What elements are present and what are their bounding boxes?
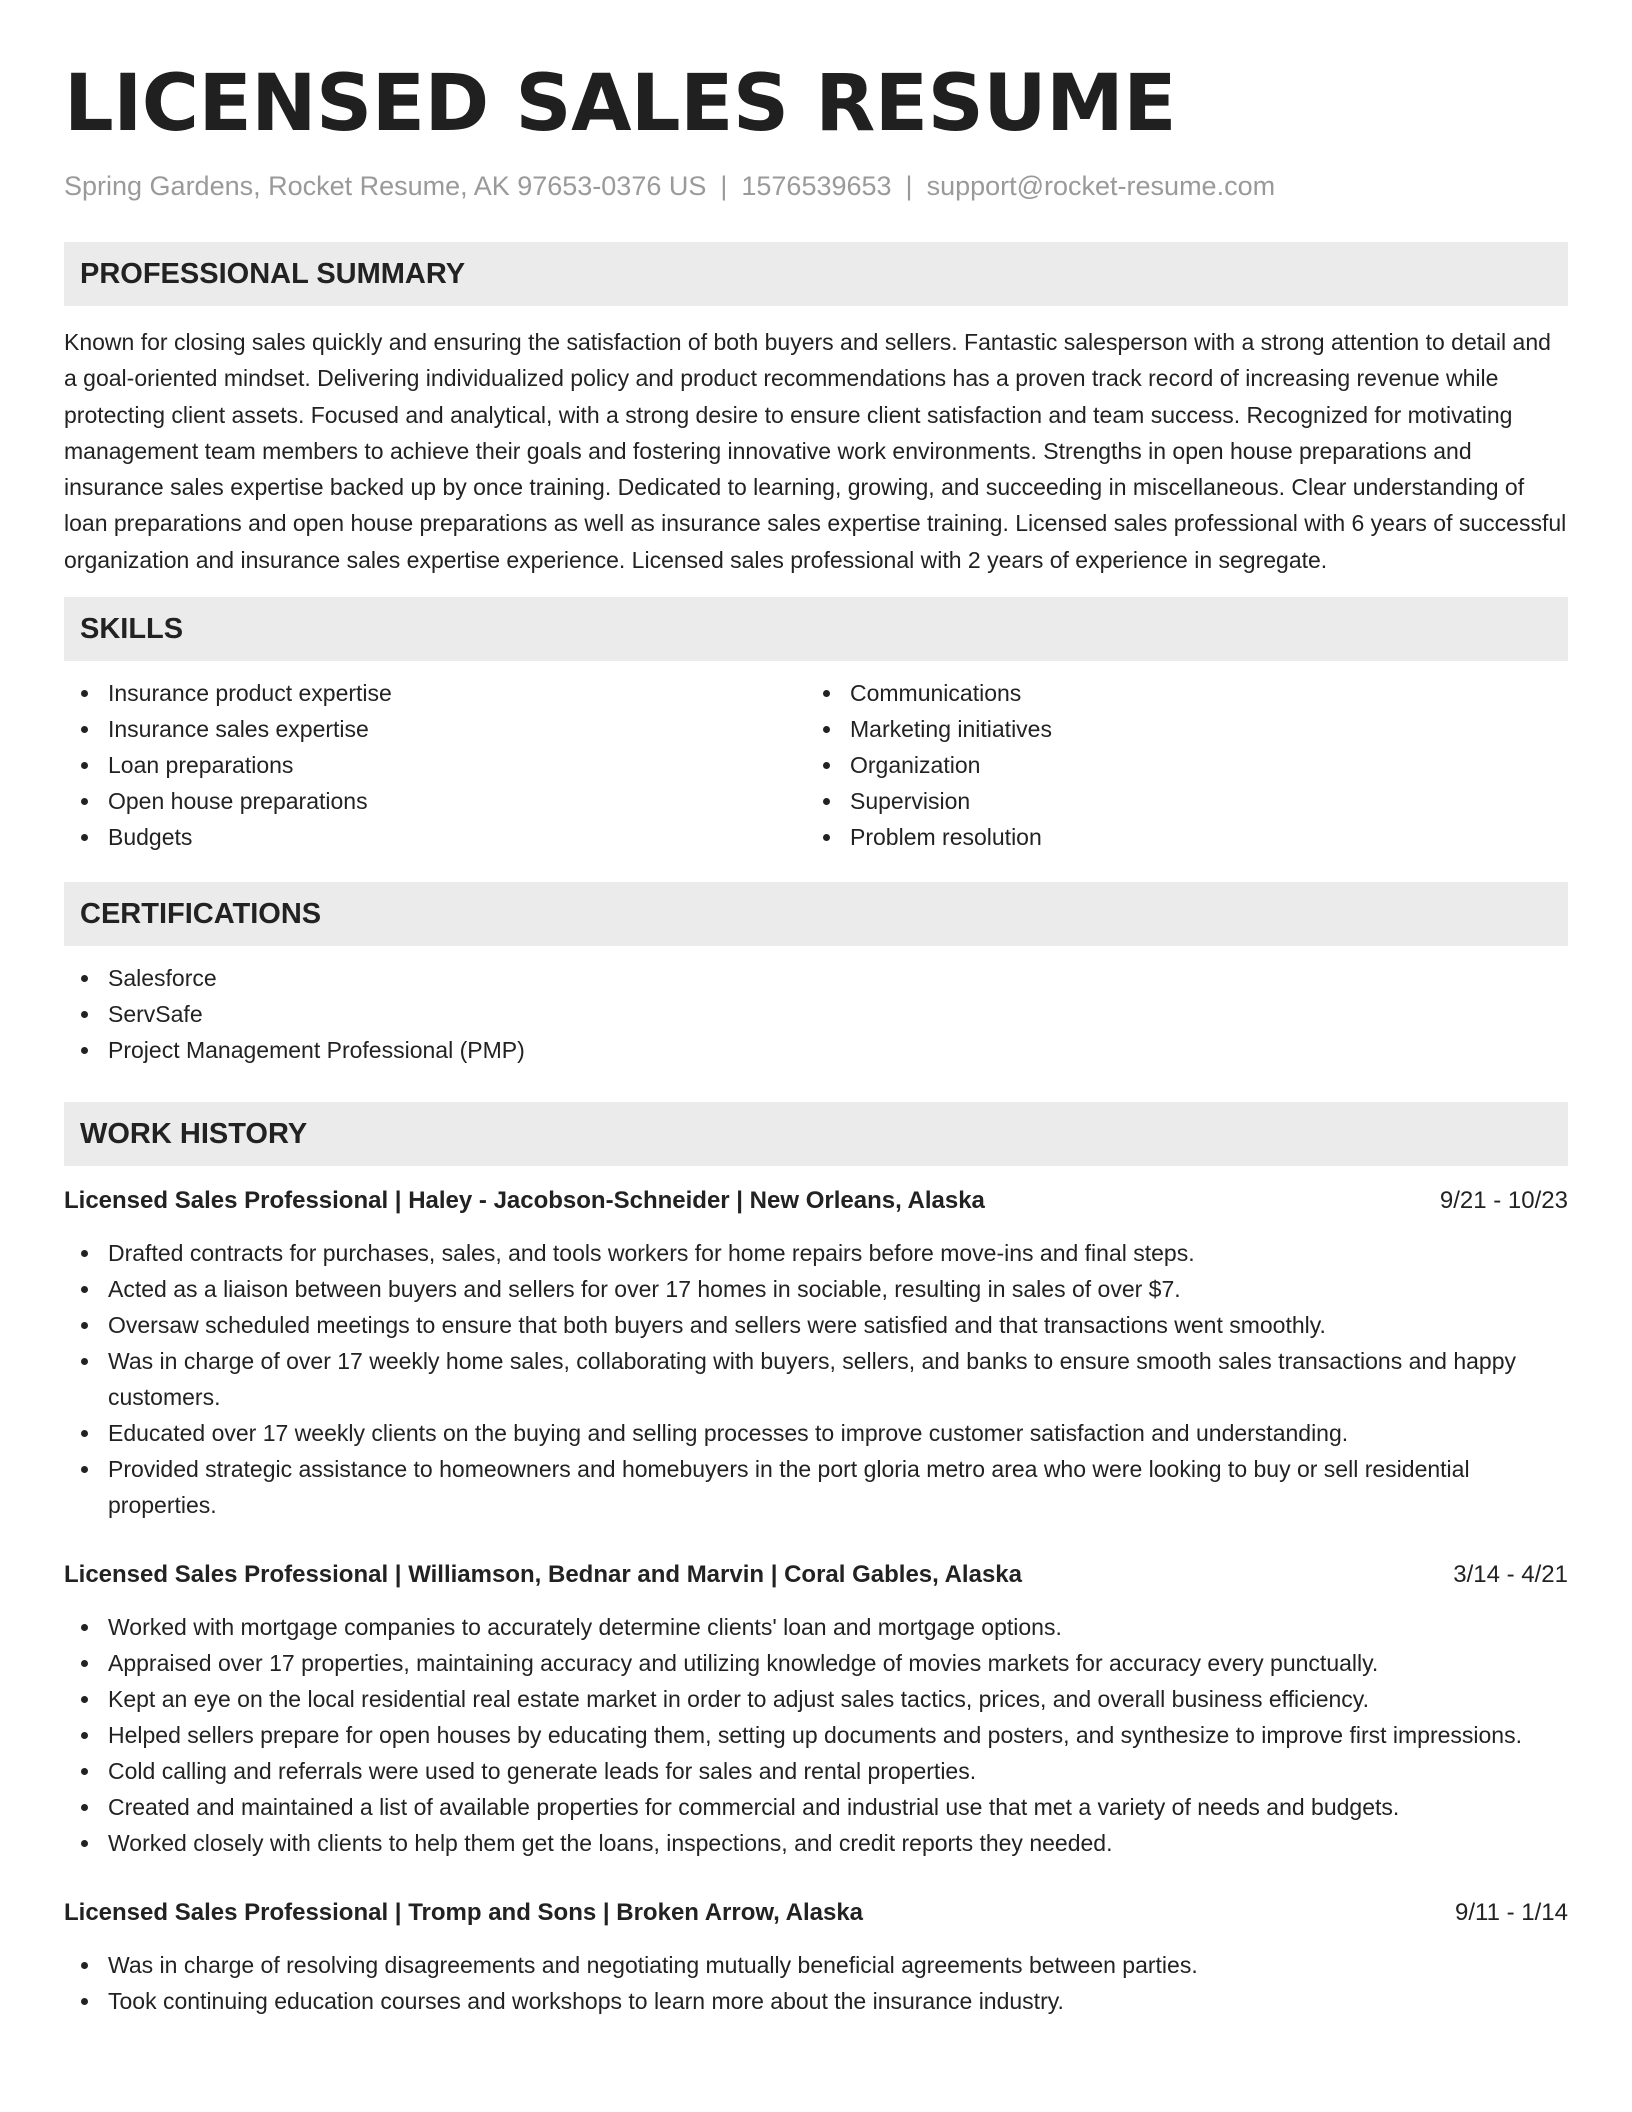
job-bullet: Was in charge of over 17 weekly home sales, collaborating with buyers, sellers, and banks to ensure smooth sales transactions and happy customers.: [64, 1343, 1568, 1415]
skills-list-right: [806, 675, 1548, 855]
job-bullet: Drafted contracts for purchases, sales, and tools workers for home repairs before move-ins and final steps.: [64, 1235, 1568, 1271]
skills-grid: [64, 675, 1568, 855]
skill-item: Open house preparations: [64, 783, 806, 819]
contact-separator: |: [905, 171, 913, 201]
certifications-list: [64, 960, 1568, 1068]
job-dates: 9/21 - 10/23: [1439, 1187, 1568, 1215]
skills-section-header: SKILLS: [64, 597, 1568, 661]
contact-separator: |: [720, 171, 728, 201]
job-dates: 3/14 - 4/21: [1453, 1561, 1568, 1589]
skill-item: Marketing initiatives: [806, 711, 1548, 747]
contact-phone: 1576539653: [741, 171, 892, 201]
skill-item: Insurance product expertise: [64, 675, 806, 711]
job-dates: 9/11 - 1/14: [1455, 1899, 1568, 1927]
job-bullet: Was in charge of resolving disagreements and negotiating mutually beneficial agreements between parties.: [64, 1947, 1568, 1983]
job-bullet: Acted as a liaison between buyers and sellers for over 17 homes in sociable, resulting in sales of over $7.: [64, 1271, 1568, 1307]
skill-item: Budgets: [64, 819, 806, 855]
job-header: [64, 1895, 1568, 1931]
skill-item: Insurance sales expertise: [64, 711, 806, 747]
certifications-section-header: CERTIFICATIONS: [64, 882, 1568, 946]
contact-address: Spring Gardens, Rocket Resume, AK 97653-0376 US: [64, 171, 707, 201]
resume-title: LICENSED SALES RESUME: [64, 59, 1177, 149]
skills-list-left: [64, 675, 806, 855]
job-bullet: Took continuing education courses and workshops to learn more about the insurance industry.: [64, 1983, 1568, 2019]
certification-item: Project Management Professional (PMP): [64, 1032, 1568, 1068]
job-header: [64, 1557, 1568, 1593]
skill-item: Problem resolution: [806, 819, 1548, 855]
certification-item: Salesforce: [64, 960, 1568, 996]
summary-text: Known for closing sales quickly and ensuring the satisfaction of both buyers and sellers. Fantastic salesperson with a strong attention to detail and a goal-oriented mindset. Delivering individualized policy and product recommendations has a proven track record of increasing revenue while protecting client assets. Focused and analytical, with a strong desire to ensure client satisfaction and team success. Recognized for motivating management team members to achieve their goals and fostering innovative work environments. Strengths in open house preparations and insurance sales expertise backed up by once training. Dedicated to learning, growing, and succeeding in miscellaneous. Clear understanding of loan preparations and open house preparations as well as insurance sales expertise training. Licensed sales professional with 6 years of successful organization and insurance sales expertise experience. Licensed sales professional with 2 years of experience in segregate.: [64, 329, 1567, 573]
skill-item: Loan preparations: [64, 747, 806, 783]
job-bullets: [64, 1235, 1568, 1523]
job-bullet: Worked closely with clients to help them get the loans, inspections, and credit reports they needed.: [64, 1825, 1568, 1861]
resume-page: [64, 56, 1568, 2019]
summary-section-header: PROFESSIONAL SUMMARY: [64, 242, 1568, 306]
work-history-section-header: WORK HISTORY: [64, 1102, 1568, 1166]
job-bullets: [64, 1609, 1568, 1861]
job-bullet: Oversaw scheduled meetings to ensure that both buyers and sellers were satisfied and that transactions went smoothly.: [64, 1307, 1568, 1343]
contact-email: support@rocket-resume.com: [926, 171, 1276, 201]
job-bullet: Educated over 17 weekly clients on the buying and selling processes to improve customer satisfaction and understanding.: [64, 1415, 1568, 1451]
contact-line: [64, 168, 1568, 204]
certification-item: ServSafe: [64, 996, 1568, 1032]
job-bullet: Cold calling and referrals were used to generate leads for sales and rental properties.: [64, 1753, 1568, 1789]
job-title: Licensed Sales Professional | Williamson, Bednar and Marvin | Coral Gables, Alaska: [64, 1561, 1022, 1589]
job-title: Licensed Sales Professional | Haley - Jacobson-Schneider | New Orleans, Alaska: [64, 1187, 985, 1215]
job-bullets: [64, 1947, 1568, 2019]
job-entry: [64, 1183, 1568, 1523]
job-entry: [64, 1895, 1568, 2019]
job-bullet: Helped sellers prepare for open houses by educating them, setting up documents and posters, and synthesize to improve first impressions.: [64, 1717, 1568, 1753]
skill-item: Communications: [806, 675, 1548, 711]
skill-item: Organization: [806, 747, 1548, 783]
job-bullet: Worked with mortgage companies to accurately determine clients' loan and mortgage options.: [64, 1609, 1568, 1645]
job-bullet: Appraised over 17 properties, maintaining accuracy and utilizing knowledge of movies markets for accuracy every punctually.: [64, 1645, 1568, 1681]
job-bullet: Kept an eye on the local residential real estate market in order to adjust sales tactics, prices, and overall business efficiency.: [64, 1681, 1568, 1717]
job-bullet: Provided strategic assistance to homeowners and homebuyers in the port gloria metro area who were looking to buy or sell residential properties.: [64, 1451, 1568, 1523]
job-entry: [64, 1557, 1568, 1861]
skill-item: Supervision: [806, 783, 1548, 819]
job-bullet: Created and maintained a list of available properties for commercial and industrial use that met a variety of needs and budgets.: [64, 1789, 1568, 1825]
job-title: Licensed Sales Professional | Tromp and Sons | Broken Arrow, Alaska: [64, 1899, 864, 1927]
job-header: [64, 1183, 1568, 1219]
